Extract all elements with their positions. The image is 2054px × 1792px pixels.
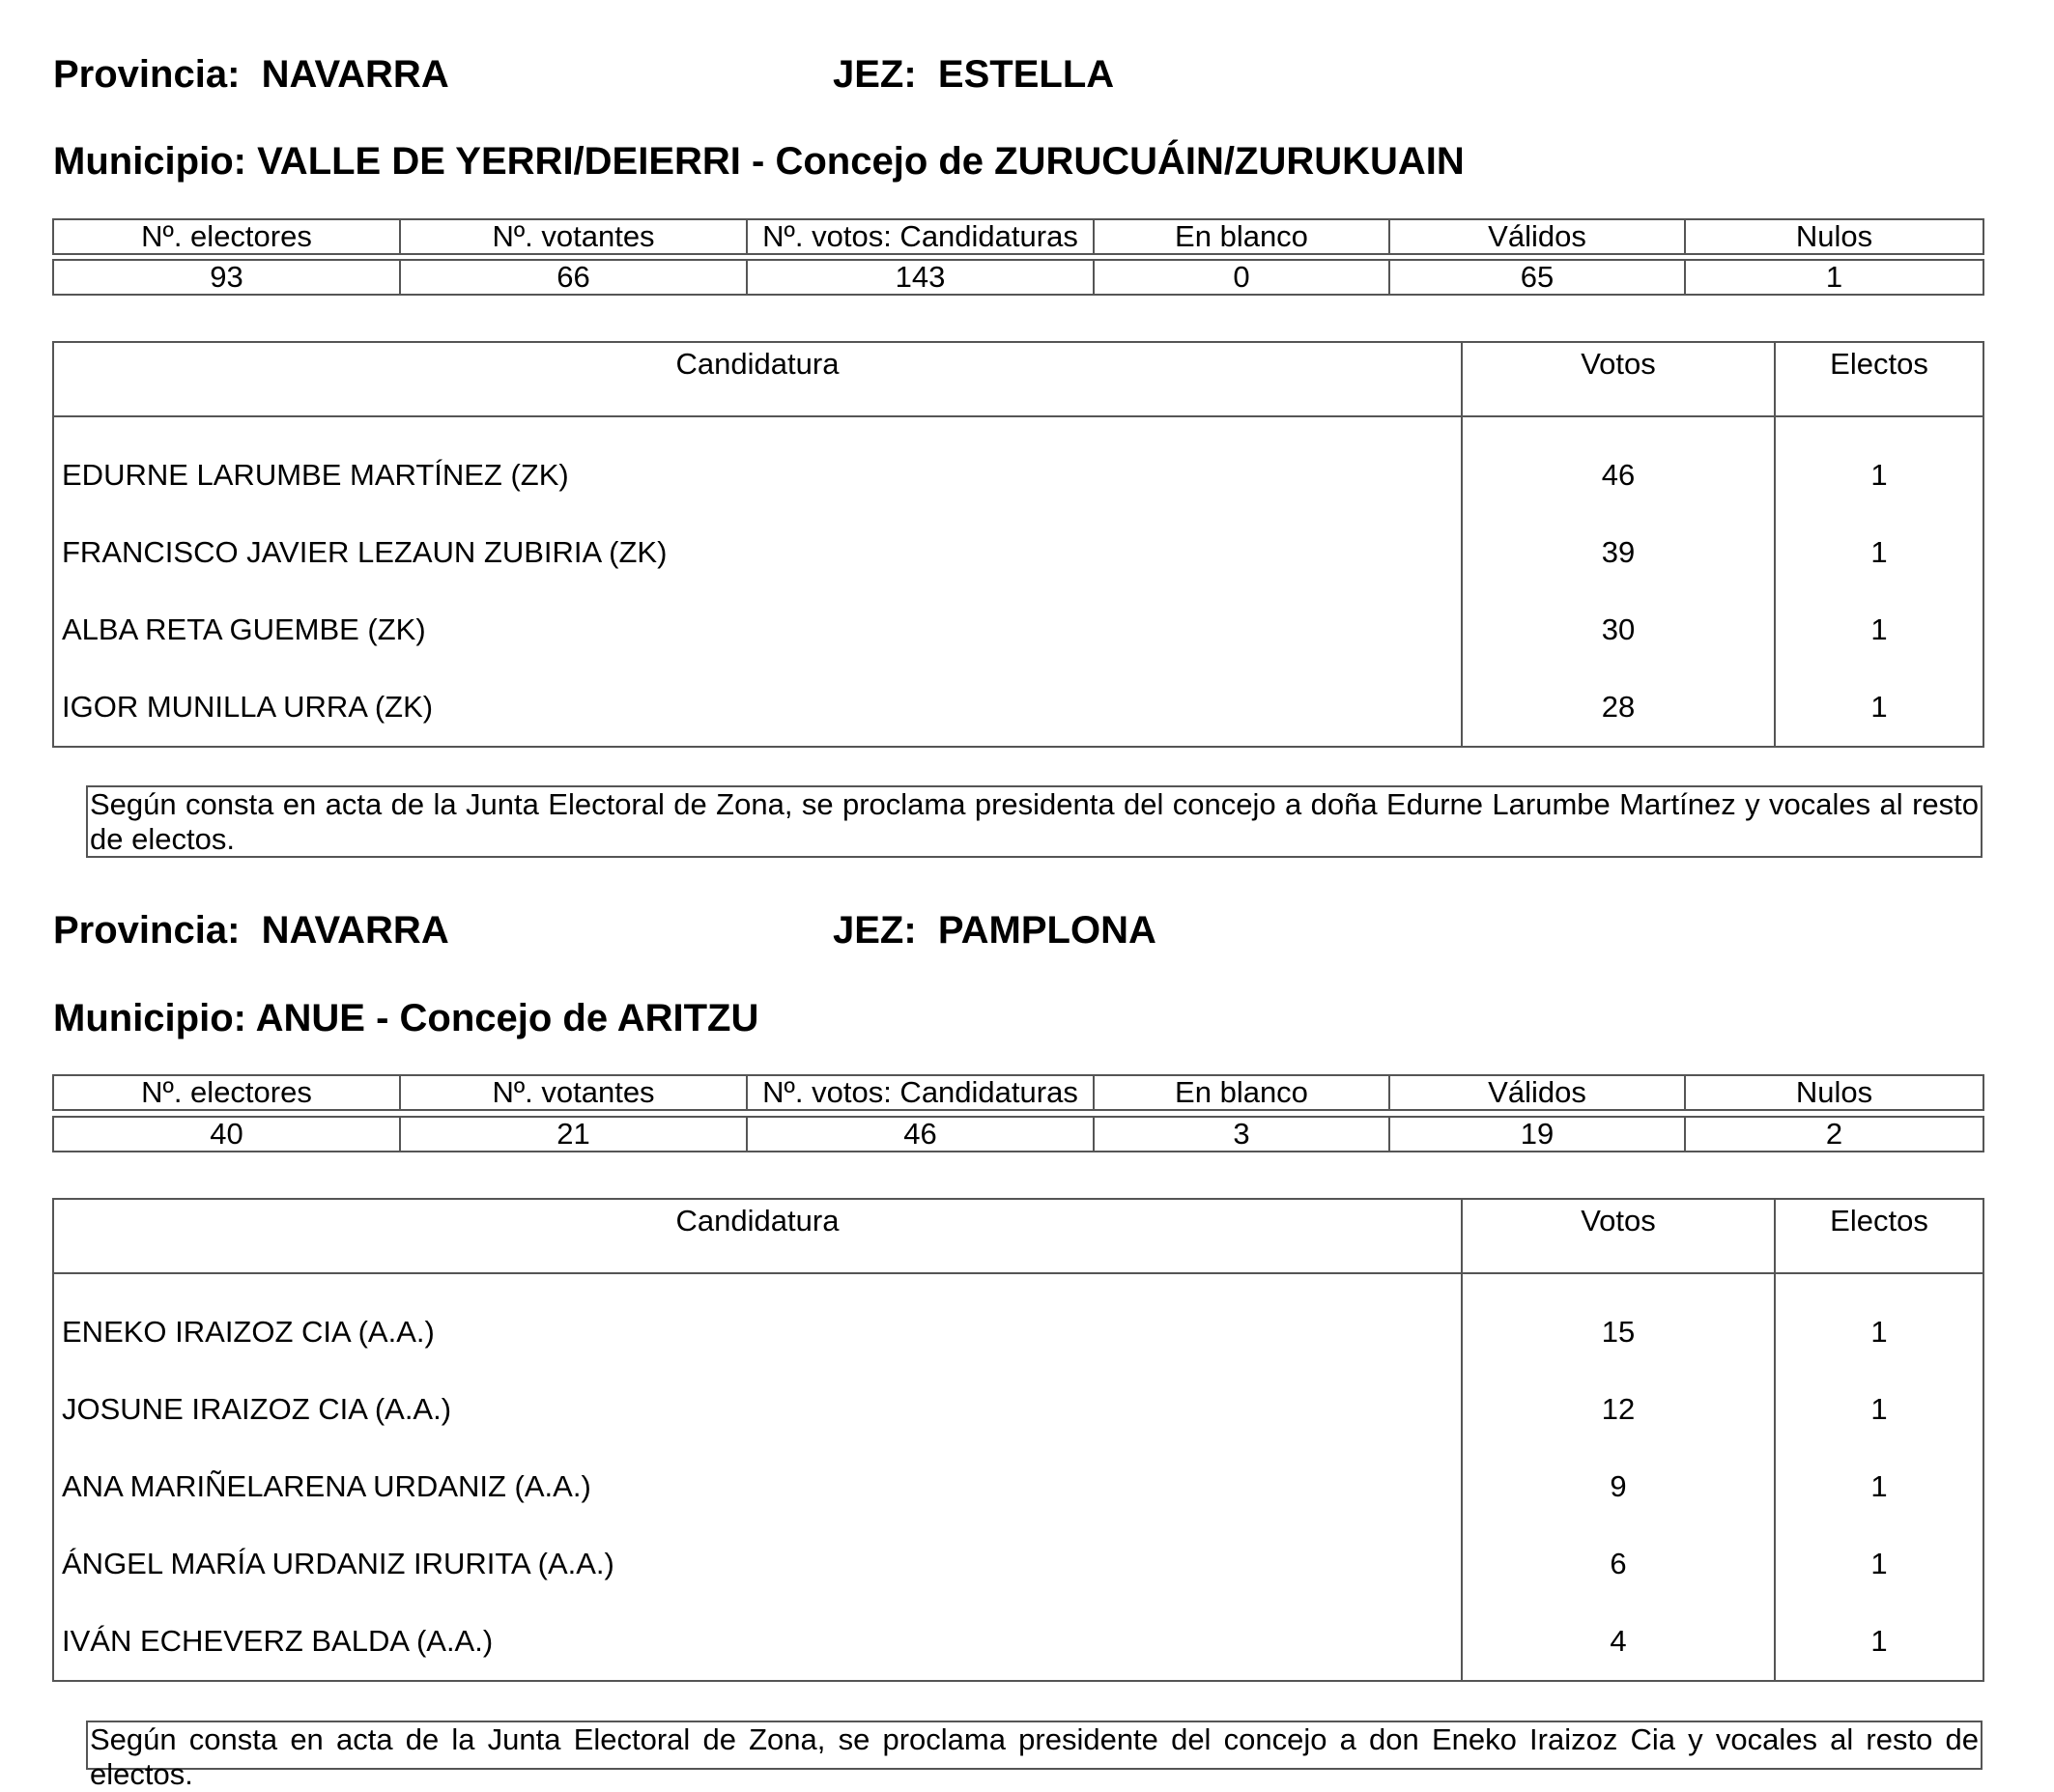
stats-value-votantes: 66 [400, 260, 747, 295]
candidates-header-row [53, 342, 1983, 416]
candidate-votos: 6 [1462, 1525, 1775, 1603]
table-row [53, 416, 1983, 514]
proclamation-note: Según consta en acta de la Junta Electoral de Zona, se proclama presidente del concejo a don Eneko Iraizoz Cia y vocales al resto de electos. [86, 1721, 1983, 1770]
candidate-name: ENEKO IRAIZOZ CIA (A.A.) [62, 1315, 435, 1349]
stats-header-en-blanco: En blanco [1094, 219, 1389, 254]
candidate-votos: 39 [1462, 514, 1775, 591]
provincia-label: Provincia: [53, 909, 241, 952]
candidate-electos: 1 [1775, 1525, 1983, 1603]
candidate-votos: 46 [1462, 416, 1775, 514]
stats-value-votos-candidaturas: 46 [747, 1117, 1094, 1152]
candidate-name: ANA MARIÑELARENA URDANIZ (A.A.) [62, 1469, 591, 1503]
candidate-electos: 1 [1775, 668, 1983, 747]
candidate-votos: 4 [1462, 1603, 1775, 1681]
proclamation-note: Según consta en acta de la Junta Electoral de Zona, se proclama presidenta del concejo a doña Edurne Larumbe Martínez y vocales al resto de electos. [86, 785, 1983, 858]
stats-header-nulos: Nulos [1685, 1075, 1983, 1110]
table-row [53, 1273, 1983, 1371]
stats-values-row [53, 260, 1983, 295]
candidate-votos: 15 [1462, 1273, 1775, 1371]
stats-value-electores: 93 [53, 260, 400, 295]
candidates-table [52, 341, 1984, 748]
municipio-heading [53, 999, 758, 1038]
candidates-header-row [53, 1199, 1983, 1273]
candidate-name: FRANCISCO JAVIER LEZAUN ZUBIRIA (ZK) [62, 535, 668, 569]
stats-header-table [52, 1074, 1984, 1111]
stats-header-votos-candidaturas: Nº. votos: Candidaturas [747, 1075, 1094, 1110]
stats-header-electores: Nº. electores [53, 1075, 400, 1110]
table-row [53, 1371, 1983, 1448]
municipio-value: VALLE DE YERRI/DEIERRI - Concejo de ZURUCUÁIN/ZURUKUAIN [257, 140, 1465, 183]
candidate-votos: 9 [1462, 1448, 1775, 1525]
electos-header: Electos [1775, 1199, 1983, 1273]
candidate-name: EDURNE LARUMBE MARTÍNEZ (ZK) [62, 458, 569, 492]
stats-header-table [52, 218, 1984, 255]
candidate-votos: 30 [1462, 591, 1775, 668]
stats-value-nulos: 2 [1685, 1117, 1983, 1152]
votos-header: Votos [1462, 1199, 1775, 1273]
electos-header: Electos [1775, 342, 1983, 416]
candidate-electos: 1 [1775, 1273, 1983, 1371]
stats-value-votos-candidaturas: 143 [747, 260, 1094, 295]
candidate-name: JOSUNE IRAIZOZ CIA (A.A.) [62, 1392, 452, 1426]
provincia-heading [53, 911, 449, 950]
stats-value-validos: 65 [1389, 260, 1685, 295]
municipio-value: ANUE - Concejo de ARITZU [255, 997, 759, 1039]
stats-header-votantes: Nº. votantes [400, 219, 747, 254]
provincia-value: NAVARRA [261, 909, 449, 952]
jez-value: PAMPLONA [937, 909, 1156, 952]
stats-value-nulos: 1 [1685, 260, 1983, 295]
jez-label: JEZ: [833, 909, 917, 952]
candidatura-header: Candidatura [53, 342, 1462, 416]
jez-heading [833, 55, 1114, 94]
stats-value-en-blanco: 3 [1094, 1117, 1389, 1152]
candidate-electos: 1 [1775, 514, 1983, 591]
candidate-electos: 1 [1775, 1448, 1983, 1525]
table-row [53, 514, 1983, 591]
table-row [53, 1448, 1983, 1525]
stats-header-en-blanco: En blanco [1094, 1075, 1389, 1110]
municipio-label: Municipio: [53, 140, 246, 183]
stats-value-votantes: 21 [400, 1117, 747, 1152]
stats-header-validos: Válidos [1389, 219, 1685, 254]
candidate-electos: 1 [1775, 591, 1983, 668]
table-row [53, 668, 1983, 747]
jez-heading [833, 911, 1156, 950]
stats-header-nulos: Nulos [1685, 219, 1983, 254]
candidates-table [52, 1198, 1984, 1682]
stats-header-validos: Válidos [1389, 1075, 1685, 1110]
table-row [53, 591, 1983, 668]
candidate-name: IVÁN ECHEVERZ BALDA (A.A.) [62, 1624, 494, 1658]
candidate-name: ÁNGEL MARÍA URDANIZ IRURITA (A.A.) [62, 1547, 614, 1580]
municipio-label: Municipio: [53, 997, 246, 1039]
stats-header-row [53, 219, 1983, 254]
candidate-votos: 28 [1462, 668, 1775, 747]
candidate-electos: 1 [1775, 416, 1983, 514]
votos-header: Votos [1462, 342, 1775, 416]
stats-value-en-blanco: 0 [1094, 260, 1389, 295]
candidatura-header: Candidatura [53, 1199, 1462, 1273]
stats-value-validos: 19 [1389, 1117, 1685, 1152]
table-row [53, 1525, 1983, 1603]
table-row [53, 1603, 1983, 1681]
stats-value-electores: 40 [53, 1117, 400, 1152]
jez-value: ESTELLA [937, 53, 1115, 96]
candidate-electos: 1 [1775, 1603, 1983, 1681]
municipio-heading [53, 142, 1465, 181]
stats-header-row [53, 1075, 1983, 1110]
provincia-label: Provincia: [53, 53, 241, 96]
stats-header-votantes: Nº. votantes [400, 1075, 747, 1110]
candidate-name: ALBA RETA GUEMBE (ZK) [62, 612, 426, 646]
stats-values-table [52, 259, 1984, 296]
candidate-name: IGOR MUNILLA URRA (ZK) [62, 690, 434, 724]
stats-values-row [53, 1117, 1983, 1152]
provincia-heading [53, 55, 449, 94]
candidate-electos: 1 [1775, 1371, 1983, 1448]
candidate-votos: 12 [1462, 1371, 1775, 1448]
stats-header-electores: Nº. electores [53, 219, 400, 254]
provincia-value: NAVARRA [261, 53, 449, 96]
stats-header-votos-candidaturas: Nº. votos: Candidaturas [747, 219, 1094, 254]
jez-label: JEZ: [833, 53, 917, 96]
stats-values-table [52, 1116, 1984, 1152]
